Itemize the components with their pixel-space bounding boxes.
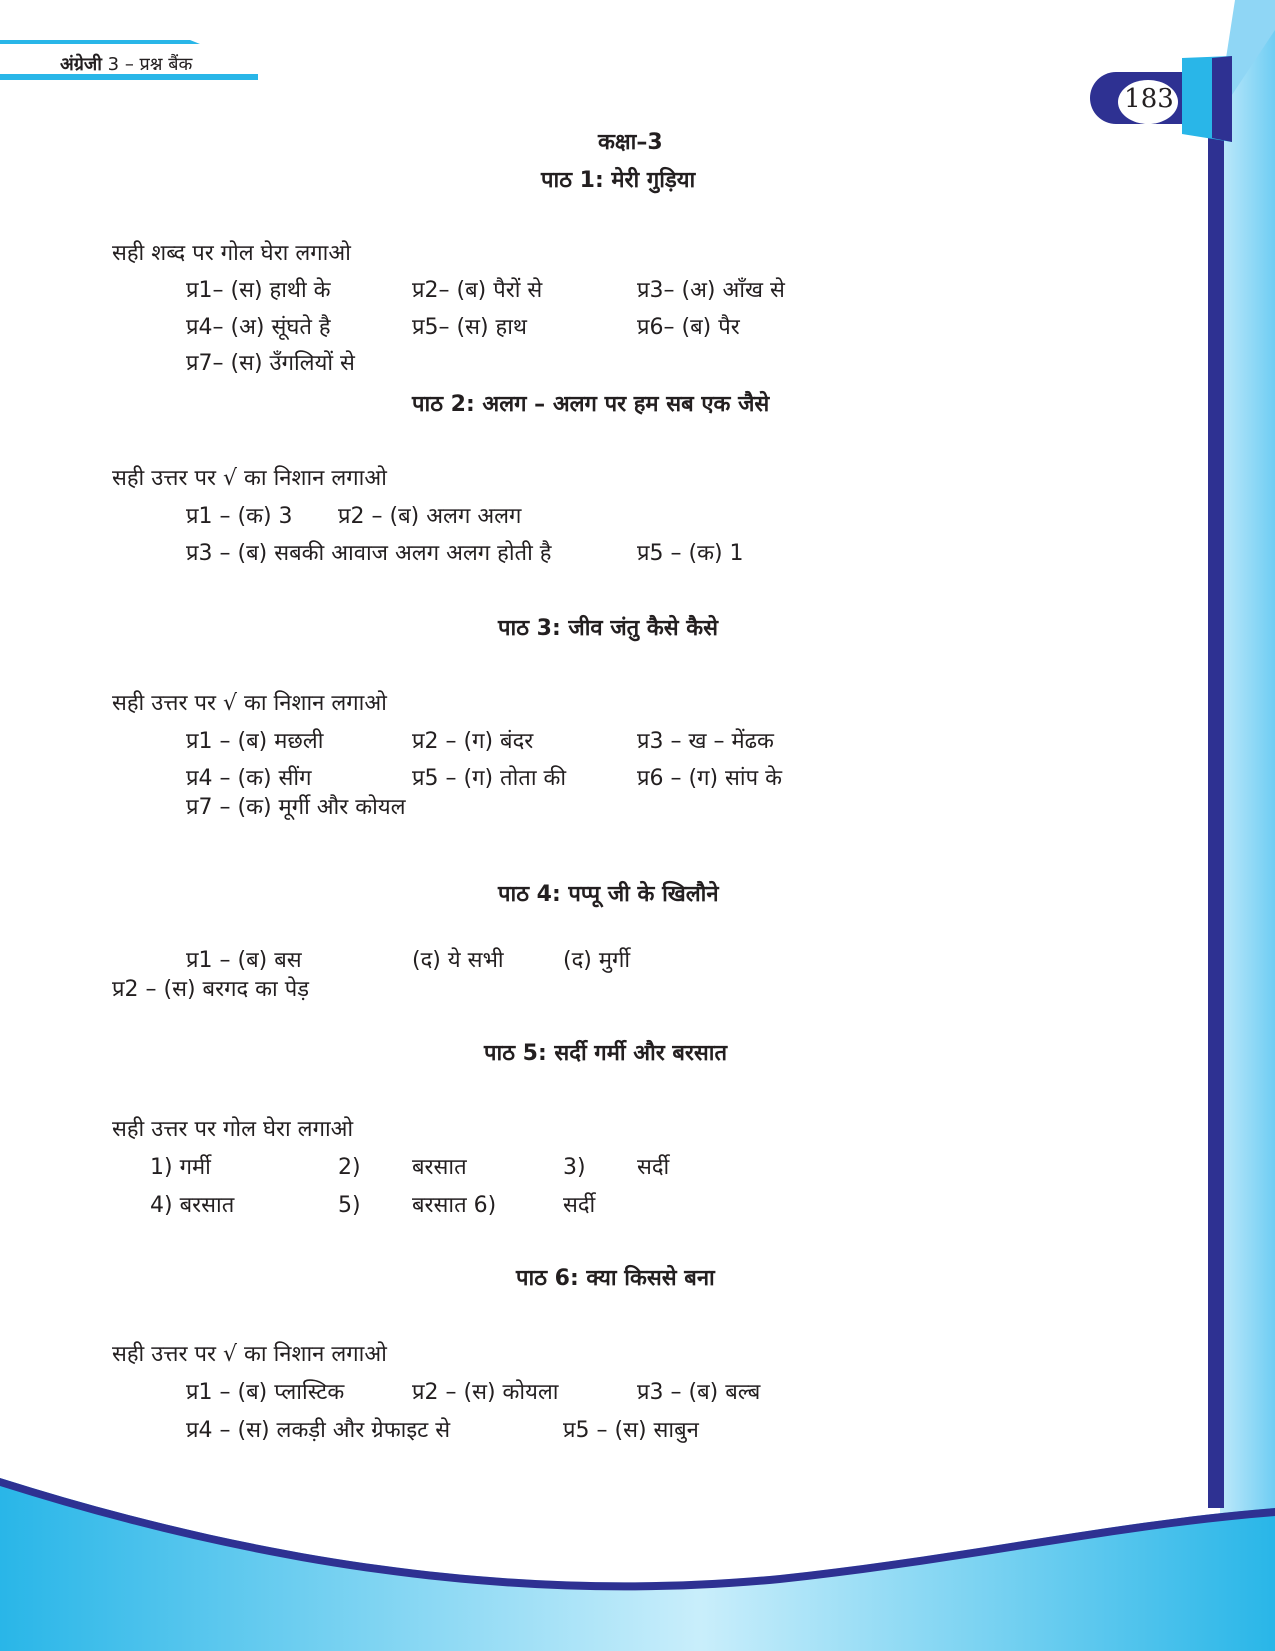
lesson5-item: 1) गर्मी bbox=[150, 1155, 211, 1180]
running-header-title: अंग्रेजी bbox=[60, 54, 102, 75]
lesson2-instruction: सही उत्तर पर √ का निशान लगाओ bbox=[112, 466, 387, 491]
lesson3-answer: प्र1 – (ब) मछली bbox=[186, 729, 324, 754]
lesson3-heading: पाठ 3: जीव जंतु कैसे कैसे bbox=[498, 616, 719, 641]
lesson4-heading: पाठ 4: पप्पू जी के खिलौने bbox=[498, 882, 719, 907]
lesson4-answer: (द) ये सभी bbox=[412, 948, 504, 973]
lesson5-heading: पाठ 5: सर्दी गर्मी और बरसात bbox=[484, 1041, 728, 1066]
lesson5-item: 4) बरसात bbox=[150, 1193, 235, 1218]
lesson5-item: बरसात bbox=[412, 1155, 467, 1180]
lesson1-answer: प्र3– (अ) आँख से bbox=[637, 278, 785, 303]
page-number: 183 bbox=[1124, 84, 1174, 114]
lesson1-heading: पाठ 1: मेरी गुड़िया bbox=[541, 168, 696, 193]
lesson5-item: 3) bbox=[563, 1155, 586, 1180]
lesson3-answer: प्र2 – (ग) बंदर bbox=[412, 729, 534, 754]
lesson6-heading: पाठ 6: क्या किससे बना bbox=[516, 1266, 715, 1291]
lesson2-answer: प्र2 – (ब) अलग अलग bbox=[338, 504, 522, 529]
lesson2-answer: प्र1 – (क) 3 bbox=[186, 504, 293, 529]
running-header bbox=[60, 52, 192, 76]
lesson2-heading: पाठ 2: अलग – अलग पर हम सब एक जैसे bbox=[412, 392, 770, 417]
lesson6-instruction: सही उत्तर पर √ का निशान लगाओ bbox=[112, 1342, 387, 1367]
lesson6-answer: प्र4 – (स) लकड़ी और ग्रेफाइट से bbox=[186, 1418, 451, 1443]
lesson3-answer: प्र6 – (ग) सांप के bbox=[637, 766, 783, 791]
lesson2-answer: प्र5 – (क) 1 bbox=[637, 541, 744, 566]
lesson3-answer: प्र4 – (क) सींग bbox=[186, 766, 312, 791]
lesson4-answer: प्र2 – (स) बरगद का पेड़ bbox=[112, 977, 310, 1002]
lesson1-answer: प्र1– (स) हाथी के bbox=[186, 278, 331, 303]
lesson5-item: 2) bbox=[338, 1155, 361, 1180]
lesson1-answer: प्र5– (स) हाथ bbox=[412, 315, 527, 340]
lesson5-item: 5) bbox=[338, 1193, 361, 1218]
lesson6-answer: प्र2 – (स) कोयला bbox=[412, 1380, 559, 1405]
lesson1-answer: प्र2– (ब) पैरों से bbox=[412, 278, 543, 303]
lesson1-answer: प्र4– (अ) सूंघते है bbox=[186, 315, 331, 340]
lesson3-answer: प्र5 – (ग) तोता की bbox=[412, 766, 567, 791]
lesson3-answer: प्र3 – ख – मेंढक bbox=[637, 729, 774, 754]
lesson6-answer: प्र1 – (ब) प्लास्टिक bbox=[186, 1380, 345, 1405]
lesson2-answer: प्र3 – (ब) सबकी आवाज अलग अलग होती है bbox=[186, 541, 552, 566]
running-header-rest: 3 – प्रश्न बैंक bbox=[107, 54, 193, 75]
lesson4-answer: प्र1 – (ब) बस bbox=[186, 948, 302, 973]
side-panel bbox=[1208, 0, 1275, 1651]
lesson1-instruction: सही शब्द पर गोल घेरा लगाओ bbox=[112, 241, 351, 266]
lesson5-item: सर्दी bbox=[563, 1193, 596, 1218]
lesson4-answer: (द) मुर्गी bbox=[563, 948, 631, 973]
lesson5-item: सर्दी bbox=[637, 1155, 670, 1180]
lesson1-answer: प्र6– (ब) पैर bbox=[637, 315, 740, 340]
bottom-wave bbox=[0, 1478, 1275, 1651]
lesson1-answer: प्र7– (स) उँगलियों से bbox=[186, 351, 355, 376]
class-title: कक्षा–3 bbox=[598, 130, 663, 155]
lesson5-item: बरसात 6) bbox=[412, 1193, 497, 1218]
lesson3-answer: प्र7 – (क) मूर्गी और कोयल bbox=[186, 795, 406, 820]
lesson6-answer: प्र5 – (स) साबुन bbox=[563, 1418, 699, 1443]
lesson6-answer: प्र3 – (ब) बल्ब bbox=[637, 1380, 761, 1405]
lesson5-instruction: सही उत्तर पर गोल घेरा लगाओ bbox=[112, 1117, 354, 1142]
lesson3-instruction: सही उत्तर पर √ का निशान लगाओ bbox=[112, 691, 387, 716]
